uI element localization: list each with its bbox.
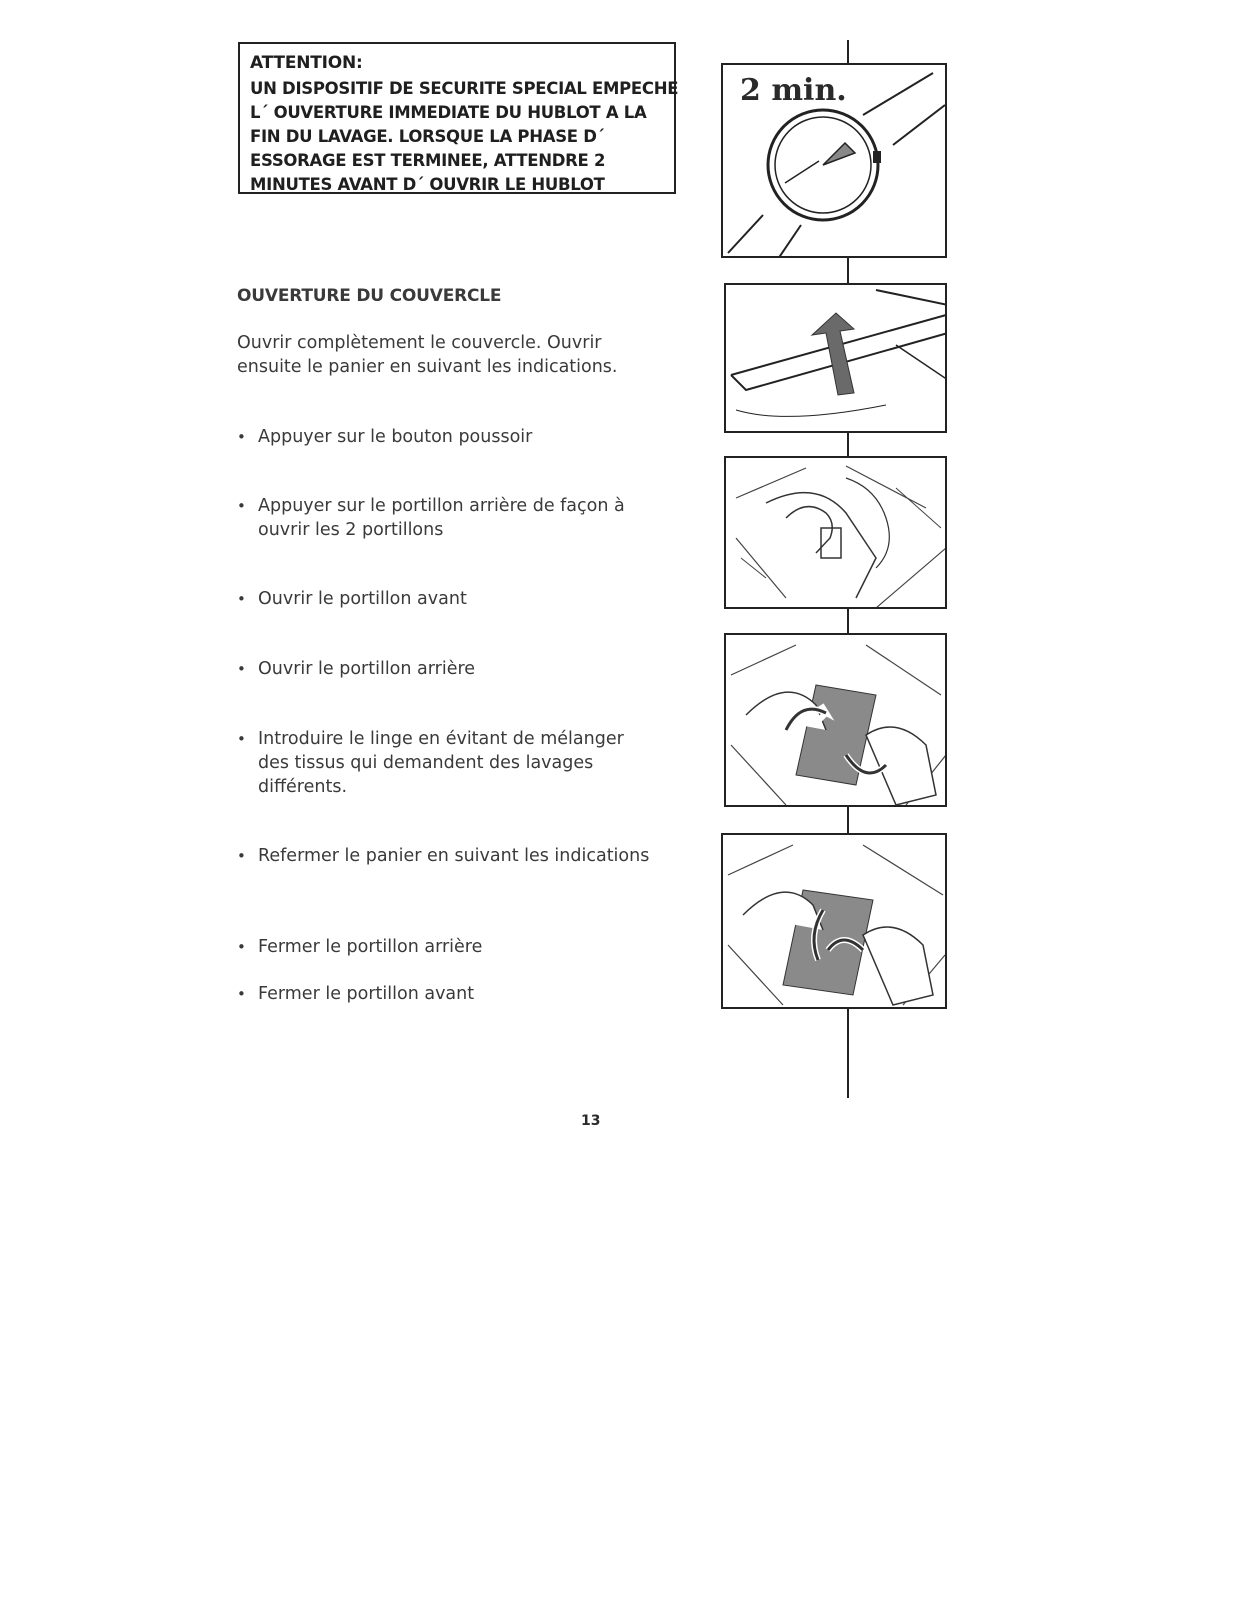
connector-line bbox=[847, 257, 849, 283]
bullet-icon: • bbox=[237, 660, 246, 678]
list-item-text: ouvrir les 2 portillons bbox=[258, 520, 444, 540]
bullet-icon: • bbox=[237, 497, 246, 515]
figure-lid-opening bbox=[724, 283, 947, 433]
list-item-text: Appuyer sur le bouton poussoir bbox=[258, 427, 533, 447]
bullet-icon: • bbox=[237, 730, 246, 748]
list-item-text: Appuyer sur le portillon arrière de façon à bbox=[258, 496, 625, 516]
connector-line bbox=[847, 608, 849, 633]
connector-line bbox=[847, 432, 849, 456]
intro-line: Ouvrir complètement le couvercle. Ouvrir bbox=[237, 333, 602, 353]
attention-box bbox=[238, 42, 679, 194]
figure-open-doors bbox=[724, 633, 947, 807]
list-item-text: Ouvrir le portillon arrière bbox=[258, 659, 476, 679]
list-item-text: différents. bbox=[258, 777, 348, 797]
attention-line: FIN DU LAVAGE. LORSQUE LA PHASE D´ bbox=[250, 127, 605, 146]
connector-line bbox=[847, 1008, 849, 1098]
intro-line: ensuite le panier en suivant les indications. bbox=[237, 357, 618, 377]
open-doors-illustration bbox=[726, 635, 947, 807]
bullet-icon: • bbox=[237, 847, 246, 865]
connector-line bbox=[847, 40, 849, 64]
intro-paragraph bbox=[237, 331, 618, 379]
page-number: 13 bbox=[581, 1113, 601, 1129]
close-doors-illustration bbox=[723, 835, 947, 1009]
attention-title: ATTENTION: bbox=[250, 53, 363, 73]
attention-line: MINUTES AVANT D´ OUVRIR LE HUBLOT bbox=[250, 175, 605, 194]
list-item-text: Refermer le panier en suivant les indications bbox=[258, 846, 650, 866]
figure-timer-illustration bbox=[721, 63, 947, 258]
timer-label: 2 min. bbox=[740, 73, 847, 108]
list-item-text: Introduire le linge en évitant de mélanger bbox=[258, 729, 624, 749]
list-item-text: Fermer le portillon avant bbox=[258, 984, 475, 1004]
list-item-text: Fermer le portillon arrière bbox=[258, 937, 483, 957]
push-button-illustration bbox=[726, 458, 947, 609]
list-item-text: des tissus qui demandent des lavages bbox=[258, 753, 594, 773]
section-heading: OUVERTURE DU COUVERCLE bbox=[237, 286, 502, 306]
attention-line: ESSORAGE EST TERMINEE, ATTENDRE 2 bbox=[250, 151, 606, 170]
connector-line bbox=[847, 806, 849, 833]
figure-push-button bbox=[724, 456, 947, 609]
bullet-icon: • bbox=[237, 428, 246, 446]
figure-close-doors bbox=[721, 833, 947, 1009]
lid-open-illustration bbox=[726, 285, 947, 433]
bullet-icon: • bbox=[237, 985, 246, 1003]
list-item-text: Ouvrir le portillon avant bbox=[258, 589, 467, 609]
bullet-icon: • bbox=[237, 938, 246, 956]
attention-line: UN DISPOSITIF DE SECURITE SPECIAL EMPECHE bbox=[250, 79, 679, 98]
bullet-icon: • bbox=[237, 590, 246, 608]
attention-line: L´ OUVERTURE IMMEDIATE DU HUBLOT A LA bbox=[250, 103, 647, 122]
